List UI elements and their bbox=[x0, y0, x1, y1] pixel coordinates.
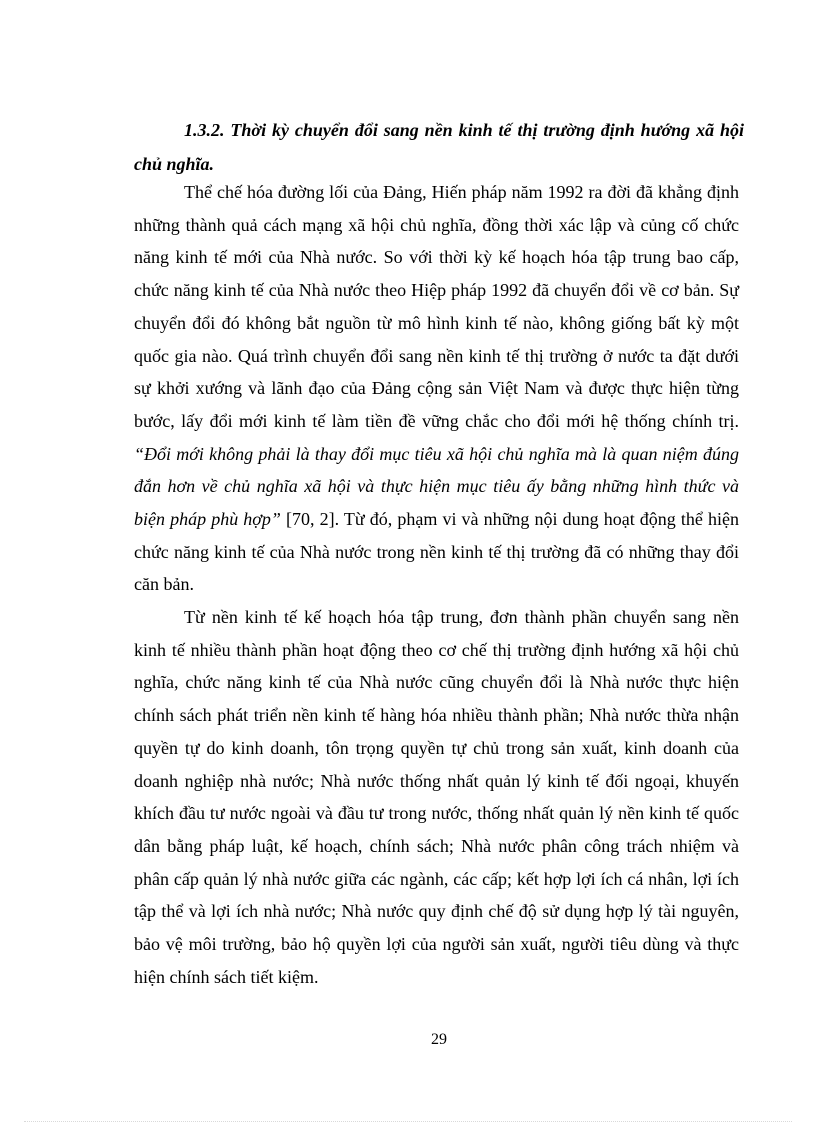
paragraph-1-text: Thể chế hóa đường lối của Đảng, Hiến pháp năm 1992 ra đời đã khẳng định những thành quả cách mạng xã hội chủ nghĩa, đồng thời xác lập và củng cố chức năng kinh tế mới của Nhà nước. So với thời kỳ kế hoạch hóa tập trung bao cấp, chức năng kinh tế của Nhà nước theo Hiệp pháp 1992 đã chuyển đổi về cơ bản. Sự chuyển đổi đó không bắt nguồn từ mô hình kinh tế nào, không giống bất kỳ một quốc gia nào. Quá trình chuyển đổi sang nền kinh tế thị trường ở nước ta đặt dưới sự khởi xướng và lãnh đạo của Đảng cộng sản Việt Nam và được thực hiện từng bước, lấy đổi mới kinh tế làm tiền đề vững chắc cho đổi mới hệ thống chính trị. bbox=[134, 182, 739, 431]
paragraph-1-citation-text: [70, 2]. Từ đó, phạm vi và những nội dung hoạt động thể hiện chức năng kinh tế của Nhà nước trong nền kinh tế thị trường đã có những thay đổi căn bản. bbox=[134, 509, 739, 595]
paragraph-2: Từ nền kinh tế kế hoạch hóa tập trung, đơn thành phần chuyển sang nền kinh tế nhiều thành phần hoạt động theo cơ chế thị trường định hướng xã hội chủ nghĩa, chức năng kinh tế của Nhà nước cũng chuyển đổi là Nhà nước thực hiện chính sách phát triển nền kinh tế hàng hóa nhiều thành phần; Nhà nước thừa nhận quyền tự do kinh doanh, tôn trọng quyền tự chủ trong sản xuất, kinh doanh của doanh nghiệp nhà nước; Nhà nước thống nhất quản lý kinh tế đối ngoại, khuyến khích đầu tư nước ngoài và đầu tư trong nước, thống nhất quản lý nền kinh tế quốc dân bằng pháp luật, kế hoạch, chính sách; Nhà nước phân công trách nhiệm và phân cấp quản lý nhà nước giữa các ngành, các cấp; kết hợp lợi ích cá nhân, lợi ích tập thể và lợi ích nhà nước; Nhà nước quy định chế độ sử dụng hợp lý tài nguyên, bảo vệ môi trường, bảo hộ quyền lợi của người sản xuất, người tiêu dùng và thực hiện chính sách tiết kiệm. bbox=[134, 607, 739, 987]
paragraph-1-quote: “Đổi mới không phải là thay đổi mục tiêu xã hội chủ nghĩa mà là quan niệm đúng đắn hơn về chủ nghĩa xã hội và thực hiện mục tiêu ấy bằng những hình thức và biện pháp phù hợp” bbox=[134, 443, 739, 530]
page-number: 29 bbox=[431, 1031, 447, 1048]
page-bottom-divider bbox=[24, 1121, 792, 1122]
paragraph-1 bbox=[134, 176, 739, 601]
section-heading: 1.3.2. Thời kỳ chuyển đổi sang nền kinh tế thị trường định hướng xã hội chủ nghĩa. bbox=[134, 120, 744, 174]
